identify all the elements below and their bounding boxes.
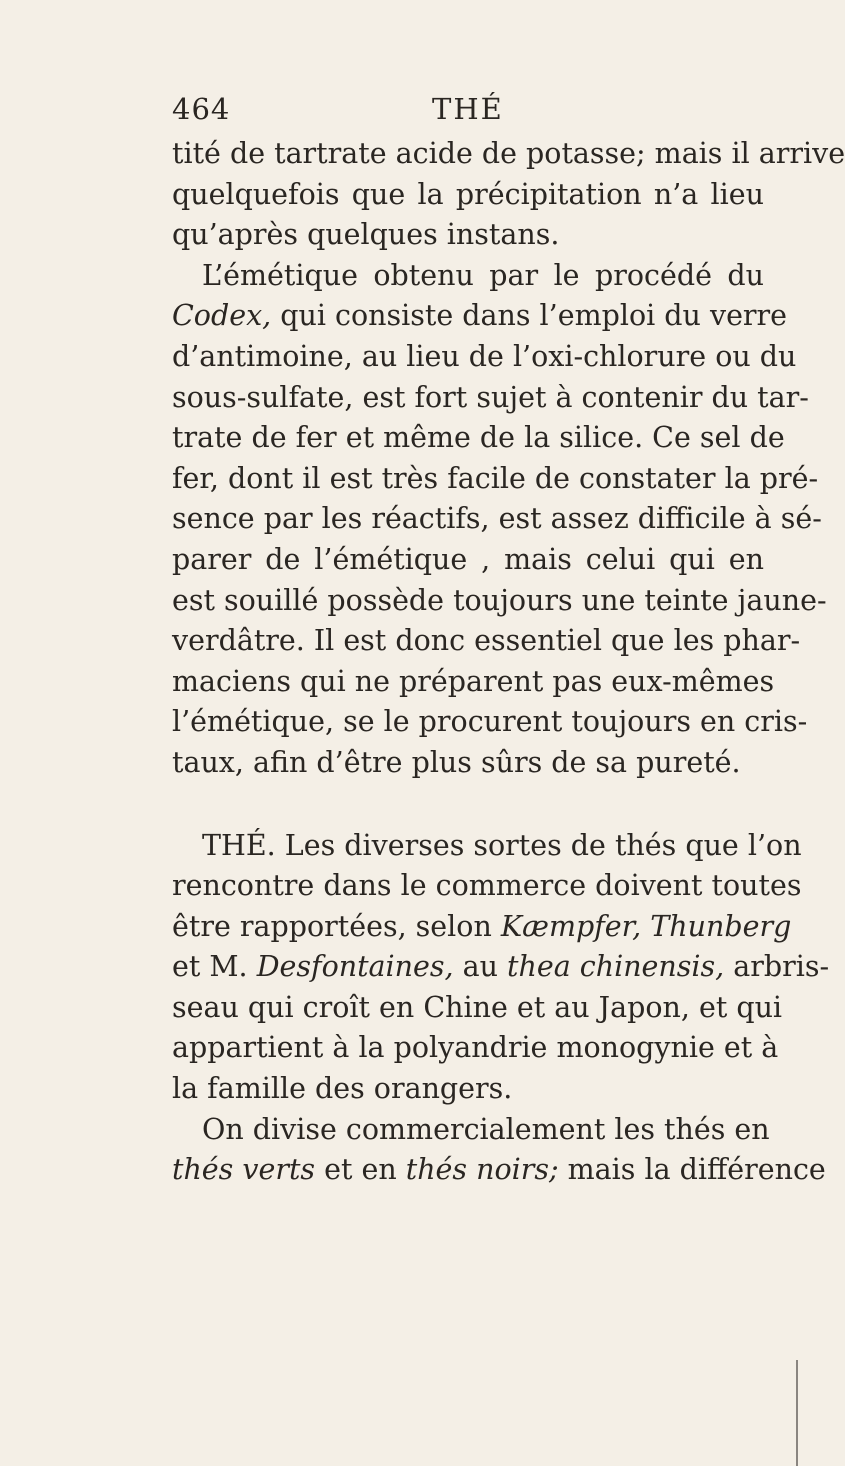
italic-term: thés noirs; <box>405 1153 559 1187</box>
text-line: être rapportées, selon Kæmpfer, Thunberg <box>172 909 792 943</box>
text-line: et M. Desfontaines, au thea chinensis, arbris- <box>172 950 830 984</box>
text-line: trate de fer et même de la silice. Ce sel de <box>172 421 785 455</box>
text-line: appartient à la polyandrie monogynie et à <box>172 1031 779 1065</box>
text-line: parer de l’émétique , mais celui qui en <box>172 542 764 576</box>
italic-term: Codex, <box>172 299 272 333</box>
page-header <box>172 92 642 132</box>
text-line: Codex, qui consiste dans l’emploi du verre <box>172 299 788 333</box>
text-line: On divise commercialement les thés en <box>202 1112 770 1146</box>
body-text <box>172 134 845 1191</box>
italic-term: thés verts <box>172 1153 316 1187</box>
text-line: taux, afin d’être plus sûrs de sa pureté. <box>172 745 741 779</box>
text-line: seau qui croît en Chine et au Japon, et qui <box>172 990 783 1024</box>
italic-name: Thunberg <box>650 909 792 943</box>
page-edge-shadow <box>796 1360 798 1466</box>
text-line: qu’après quelques instans. <box>172 218 560 252</box>
text-line: quelquefois que la précipitation n’a lieu <box>172 177 764 211</box>
page-number: 464 <box>172 92 231 126</box>
text-line: est souillé possède toujours une teinte jaune- <box>172 583 827 617</box>
text-line: sous-sulfate, est fort sujet à contenir du tar- <box>172 380 809 414</box>
text-line: maciens qui ne préparent pas eux-mêmes <box>172 664 775 698</box>
text-line: fer, dont il est très facile de constater la pré- <box>172 461 819 495</box>
entry-heading-line: THÉ. Les diverses sortes de thés que l’on <box>202 828 802 862</box>
italic-name: Kæmpfer, <box>500 909 642 943</box>
text-line: tité de tartrate acide de potasse; mais il arrive <box>172 137 845 170</box>
italic-term: thea chinensis, <box>507 950 725 984</box>
text-line: sence par les réactifs, est assez difficile à sé- <box>172 502 822 536</box>
italic-name: Desfontaines, <box>256 950 454 984</box>
text-line: thés verts et en thés noirs; mais la différence <box>172 1153 826 1187</box>
text-line: verdâtre. Il est donc essentiel que les phar- <box>172 624 801 658</box>
text-line: d’antimoine, au lieu de l’oxi-chlorure ou du <box>172 339 797 373</box>
section-gap <box>172 784 764 826</box>
text-line: rencontre dans le commerce doivent toutes <box>172 869 802 903</box>
text-line: l’émétique, se le procurent toujours en cris- <box>172 705 808 739</box>
running-title: THÉ <box>432 92 504 126</box>
text-line: la famille des orangers. <box>172 1072 513 1106</box>
text-line: L’émétique obtenu par le procédé du <box>202 258 764 292</box>
